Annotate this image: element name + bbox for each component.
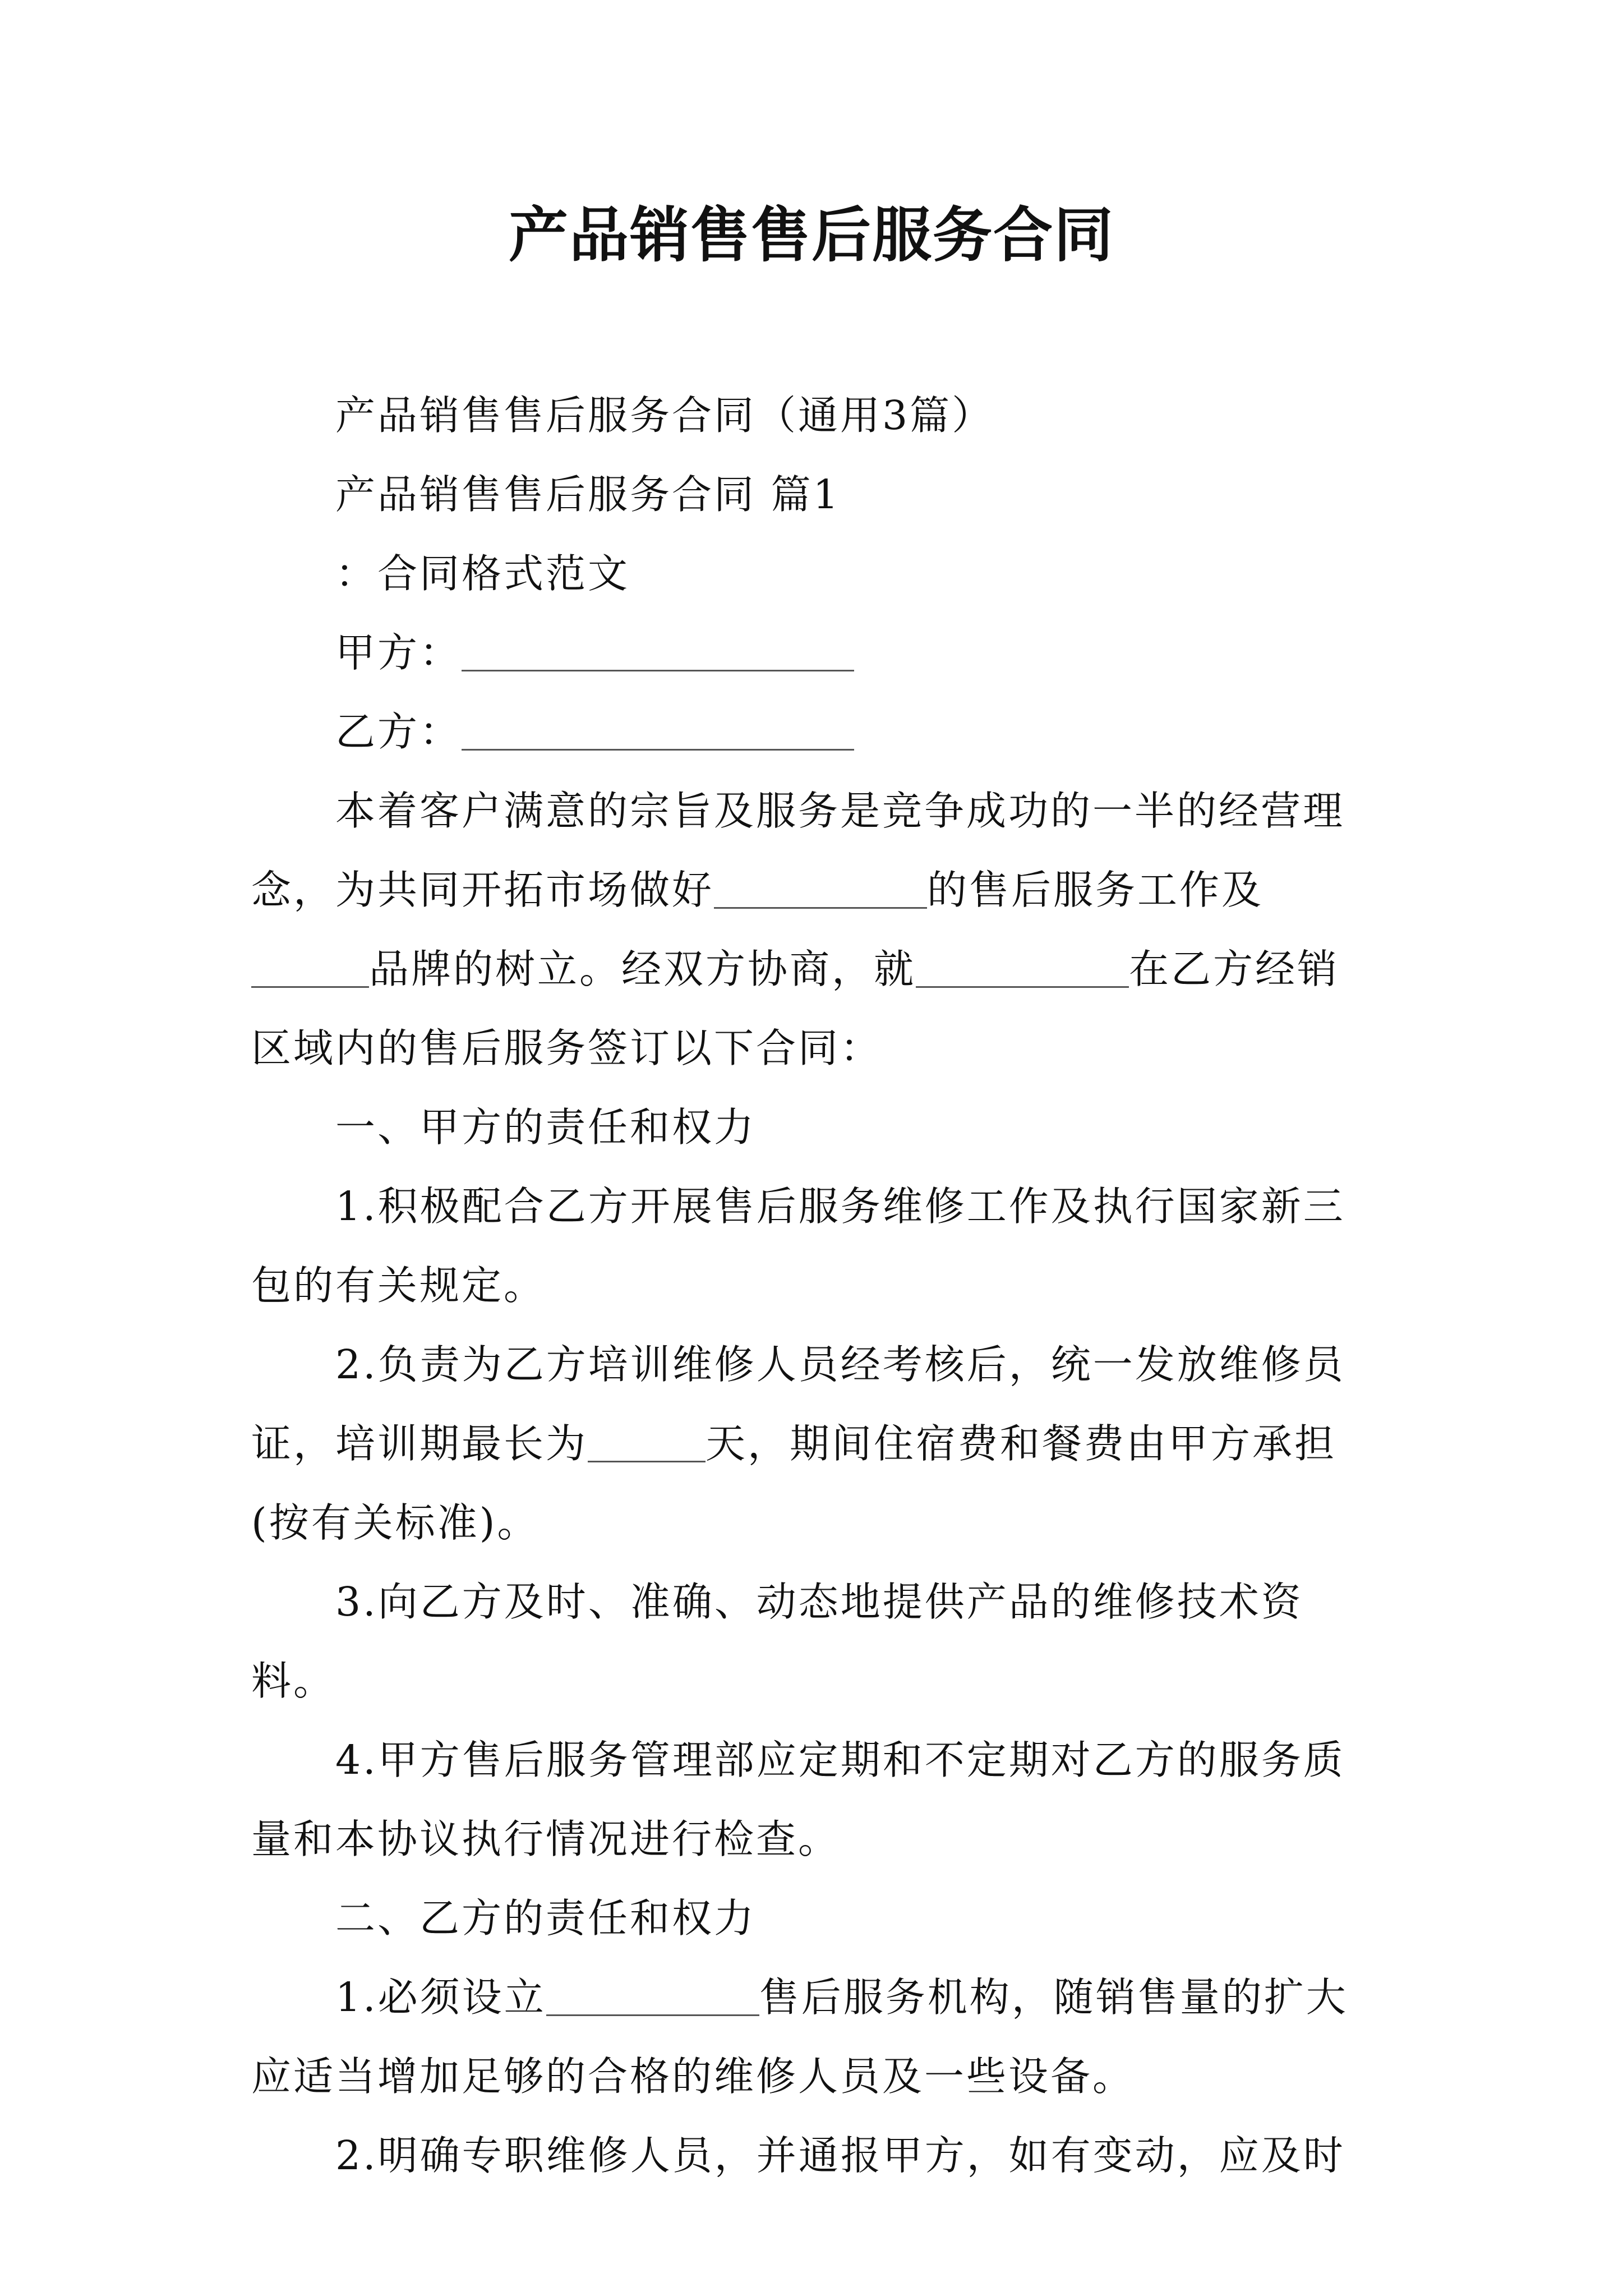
heading-all: 产品销售售后服务合同（通用3篇） (335, 392, 994, 439)
section-2-item-1-text-b: 售后服务机构，随销售量的扩大应适当增加足够的合格的维修人员及一些设备。 (251, 1974, 1348, 2100)
party-a-label: 甲方： (335, 629, 462, 676)
intro-text-1: 本着客户满意的宗旨及服务是竞争成功的一半的经营理念，为共同开拓市场做好 (251, 788, 1345, 913)
document-title: 产品销售售后服务合同 (509, 201, 1114, 270)
section-1-item-2-text-b: 天，期间住宿费和餐费由甲方承担(按有关标准)。 (251, 1420, 1337, 1546)
intro-blank-1 (714, 867, 927, 909)
intro-text-2: 的售后服务工作及 (927, 867, 1264, 913)
party-b-blank (462, 709, 854, 751)
intro-blank-3 (916, 946, 1129, 988)
intro-blank-2 (251, 946, 369, 988)
section-2-item-2: 2.明确专职维修人员，并通报甲方，如有变动，应及时 (335, 2132, 1345, 2179)
section-1-item-4: 4.甲方售后服务管理部应定期和不定期对乙方的服务质量和本协议执行情况进行检查。 (251, 1737, 1345, 1862)
section-2-item-1-text-a: 1.必须设立 (335, 1974, 546, 2021)
section-2-heading: 二、乙方的责任和权力 (335, 1895, 757, 1941)
document-body (251, 376, 1375, 2195)
heading-part-1: 产品销售售后服务合同 篇1 (335, 471, 841, 518)
section-1-item-1: 1.积极配合乙方开展售后服务维修工作及执行国家新三包的有关规定。 (251, 1183, 1345, 1309)
training-days-blank (588, 1421, 706, 1462)
party-b-line (251, 692, 1375, 771)
section-1-item-2-text-a: 2.负责为乙方培训维修人员经考核后，统一发放维修员证，培训期最长为 (251, 1341, 1345, 1467)
party-a-blank (462, 630, 854, 671)
section-1-item-3: 3.向乙方及时、准确、动态地提供产品的维修技术资料。 (251, 1579, 1303, 1704)
party-b-label: 乙方： (335, 708, 462, 755)
intro-text-4: 在乙方经销区域内的售后服务签订以下合同： (251, 946, 1340, 1071)
section-1-item-2 (251, 1325, 1375, 1562)
intro-text-3: 品牌的树立。经双方协商，就 (369, 946, 916, 992)
party-a-line (251, 613, 1375, 692)
section-2-item-1 (251, 1958, 1375, 2116)
intro-paragraph (251, 771, 1375, 1088)
section-1-heading: 一、甲方的责任和权力 (335, 1104, 757, 1151)
format-line: ：合同格式范文 (335, 550, 630, 597)
service-org-blank (546, 1975, 759, 2016)
